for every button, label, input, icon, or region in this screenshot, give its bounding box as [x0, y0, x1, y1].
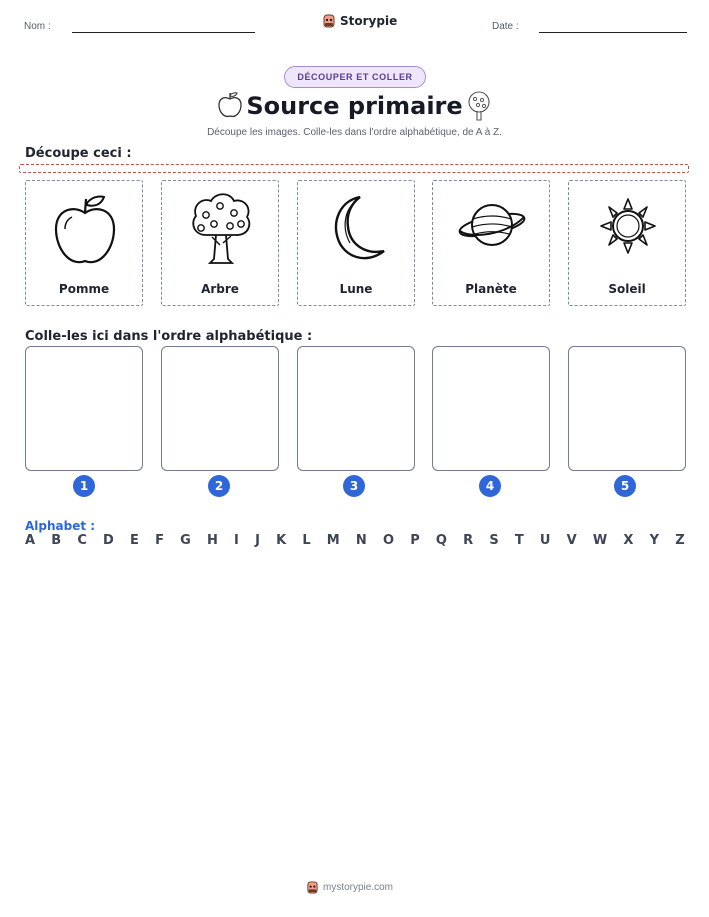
card-label: Planète	[465, 282, 517, 296]
cut-card-planete[interactable]	[432, 180, 550, 306]
sun-icon	[593, 189, 663, 267]
letter: M	[326, 533, 340, 548]
brand-name: Storypie	[340, 14, 398, 28]
cut-card-pomme[interactable]	[25, 180, 143, 306]
letter: L	[302, 533, 311, 548]
letter: J	[255, 533, 260, 548]
letter: F	[155, 533, 164, 548]
letter: K	[276, 533, 287, 548]
slot-number: 2	[208, 475, 230, 497]
cut-card-soleil[interactable]	[568, 180, 686, 306]
letter: N	[355, 533, 367, 548]
letter: C	[77, 533, 87, 548]
letter: W	[592, 533, 608, 548]
alphabet-title: Alphabet :	[25, 519, 96, 533]
card-label: Soleil	[608, 282, 646, 296]
planet-icon	[457, 189, 527, 267]
alphabet-row	[25, 533, 685, 548]
letter: V	[566, 533, 577, 548]
tree-icon	[464, 90, 494, 122]
letter: O	[382, 533, 395, 548]
instructions: Découpe les images. Colle-les dans l'ordre alphabétique, de A à Z.	[207, 127, 502, 138]
storypie-mascot-icon	[306, 880, 319, 895]
card-label: Lune	[339, 282, 373, 296]
letter: P	[410, 533, 420, 548]
card-label: Pomme	[58, 282, 110, 296]
footer-link[interactable]: mystorypie.com	[323, 882, 394, 893]
letter: B	[51, 533, 62, 548]
name-line[interactable]	[72, 32, 255, 33]
letter: R	[463, 533, 474, 548]
slot-number: 3	[343, 475, 365, 497]
page-title: Source primaire	[246, 92, 463, 120]
date-line[interactable]	[539, 32, 687, 33]
slot-number: 5	[614, 475, 636, 497]
name-label: Nom :	[24, 21, 51, 32]
letter: I	[234, 533, 239, 548]
slot-number: 1	[73, 475, 95, 497]
letter: U	[539, 533, 551, 548]
date-label: Date :	[492, 21, 519, 32]
paste-box-2[interactable]	[161, 346, 279, 471]
cut-section-label: Découpe ceci :	[25, 146, 132, 161]
card-label: Arbre	[201, 282, 239, 296]
letter: S	[489, 533, 499, 548]
moon-icon	[322, 189, 392, 267]
paste-box-3[interactable]	[297, 346, 415, 471]
apple-icon	[50, 189, 120, 267]
letter: G	[180, 533, 191, 548]
letter: T	[514, 533, 524, 548]
letter: E	[130, 533, 139, 548]
paste-box-4[interactable]	[432, 346, 550, 471]
letter: Y	[649, 533, 660, 548]
brand-logo	[322, 13, 397, 29]
letter: H	[206, 533, 218, 548]
cut-card-arbre[interactable]	[161, 180, 279, 306]
slot-number: 4	[479, 475, 501, 497]
activity-badge: DÉCOUPER ET COLLER	[284, 66, 426, 88]
paste-box-1[interactable]	[25, 346, 143, 471]
letter: Z	[675, 533, 685, 548]
paste-box-5[interactable]	[568, 346, 686, 471]
footer	[306, 880, 393, 895]
cut-card-lune[interactable]	[297, 180, 415, 306]
letter: Q	[435, 533, 447, 548]
tree-icon	[186, 189, 256, 267]
letter: D	[103, 533, 114, 548]
storypie-mascot-icon	[322, 13, 336, 29]
letter: A	[25, 533, 36, 548]
cut-line	[19, 164, 689, 173]
letter: X	[623, 533, 634, 548]
paste-section-label: Colle-les ici dans l'ordre alphabétique :	[25, 329, 313, 344]
